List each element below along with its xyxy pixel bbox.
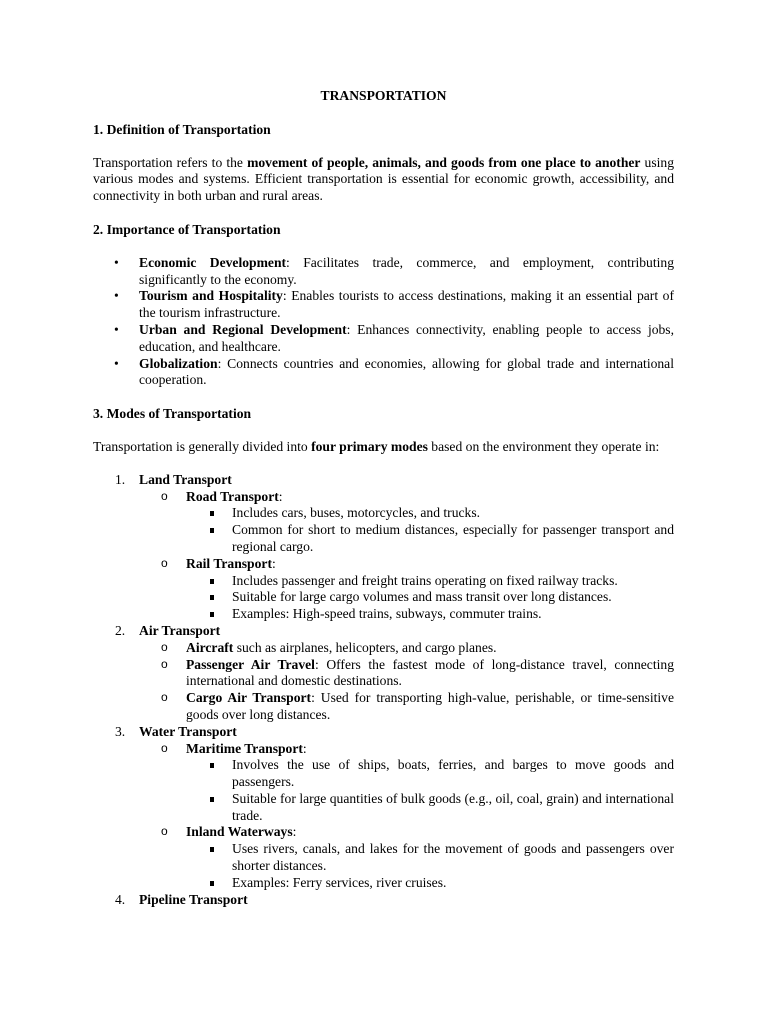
circle-bullet-icon: o [161, 690, 168, 705]
text-run: : Used for transporting high-value, perishable, or time-sensitive goods over long distances. [186, 690, 674, 722]
text-run: such as airplanes, helicopters, and cargo planes. [233, 639, 497, 655]
text-run: : Enhances connectivity, enabling people to access jobs, education, and healthcare. [139, 321, 674, 354]
sub-list [139, 741, 674, 892]
sub-item [139, 824, 674, 891]
detail-text: Includes cars, buses, motorcycles, and trucks. [232, 505, 481, 521]
sub-item [139, 657, 674, 691]
detail-item [186, 757, 674, 791]
detail-item [186, 589, 674, 606]
section-heading-modes: 3. Modes of Transportation [93, 406, 252, 422]
list-item [93, 322, 674, 356]
modes-list [93, 472, 674, 909]
mode-item-pipeline [93, 892, 674, 909]
mode-label: Air Transport [139, 622, 221, 638]
detail-item [186, 875, 674, 892]
bold-run: Globalization [139, 355, 218, 371]
mode-item-land [93, 472, 674, 623]
list-item [93, 356, 674, 390]
bold-run: Cargo Air Transport [186, 690, 312, 706]
text-run: : Connects countries and economies, allowing for global trade and international cooperation. [139, 355, 674, 388]
detail-item [186, 505, 674, 522]
text-run: Transportation is generally divided into [93, 438, 312, 454]
detail-text: Suitable for large quantities of bulk goods (e.g., oil, coal, grain) and international trade. [232, 790, 674, 823]
bold-run: four primary modes [311, 438, 428, 454]
circle-bullet-icon: o [161, 824, 168, 839]
sub-item [139, 640, 674, 657]
mode-item-water [93, 724, 674, 892]
sub-list [139, 640, 674, 724]
text-run: based on the environment they operate in: [427, 438, 660, 454]
section-heading-importance: 2. Importance of Transportation [93, 221, 281, 237]
text-run: using various modes and systems. Efficient transportation is essential for economic growth, accessibility, and connectivity in both urban and rural areas. [93, 154, 675, 204]
square-bullet-icon [210, 528, 214, 533]
square-bullet-icon [210, 881, 214, 886]
detail-text: Uses rivers, canals, and lakes for the movement of goods and passengers over shorter distances. [232, 841, 674, 874]
bold-run: Urban and Regional Development [139, 321, 347, 337]
text-run: : [292, 824, 297, 840]
list-number: 4. [115, 891, 126, 907]
detail-text: Examples: High-speed trains, subways, commuter trains. [232, 606, 542, 622]
circle-bullet-icon: o [161, 639, 168, 654]
text-run: : [271, 555, 276, 571]
square-bullet-icon [210, 763, 214, 768]
definition-paragraph [93, 155, 674, 205]
mode-item-air [93, 623, 674, 724]
circle-bullet-icon: o [161, 555, 168, 570]
text-run: : [302, 740, 307, 756]
sub-item [139, 690, 674, 724]
list-number: 1. [115, 471, 126, 487]
sub-item [139, 489, 674, 556]
text-run: : Enables tourists to access destinations, making it an essential part of the tourism infrastructure. [139, 288, 674, 321]
detail-list [186, 841, 674, 891]
square-bullet-icon [210, 595, 214, 600]
detail-text: Involves the use of ships, boats, ferries, and barges to move goods and passengers. [232, 757, 674, 790]
circle-bullet-icon: o [161, 656, 168, 671]
detail-item [186, 522, 674, 556]
sub-list [139, 489, 674, 623]
detail-list [186, 757, 674, 824]
section-heading-definition: 1. Definition of Transportation [93, 121, 271, 137]
text-run: : Facilitates trade, commerce, and employment, contributing significantly to the economy. [139, 254, 675, 287]
bold-run: Rail Transport [186, 555, 272, 571]
document-title: TRANSPORTATION [320, 88, 447, 103]
mode-label: Water Transport [139, 723, 237, 739]
bold-run: Road Transport [186, 488, 279, 504]
detail-text: Includes passenger and freight trains operating on fixed railway tracks. [232, 572, 618, 588]
modes-intro-paragraph [93, 439, 674, 456]
detail-item [186, 606, 674, 623]
text-run: : [278, 488, 283, 504]
text-run: : Offers the fastest mode of long-distance travel, connecting international and domestic destinations. [186, 656, 674, 689]
mode-label: Land Transport [139, 471, 232, 487]
mode-label: Pipeline Transport [139, 891, 248, 907]
detail-item [186, 841, 674, 875]
bold-run: movement of people, animals, and goods from one place to another [247, 154, 641, 170]
list-item [93, 255, 674, 289]
list-number: 2. [115, 622, 126, 638]
sub-item [139, 556, 674, 623]
circle-bullet-icon: o [161, 488, 168, 503]
document-body [93, 88, 674, 908]
circle-bullet-icon: o [161, 740, 168, 755]
text-run: Transportation refers to the [93, 154, 248, 170]
detail-list [186, 505, 674, 555]
square-bullet-icon [210, 847, 214, 852]
bold-run: Tourism and Hospitality [139, 288, 283, 304]
bold-run: Economic Development [139, 254, 287, 270]
bold-run: Maritime Transport [186, 740, 303, 756]
bold-run: Aircraft [186, 639, 234, 655]
square-bullet-icon [210, 612, 214, 617]
bold-run: Passenger Air Travel [186, 656, 315, 672]
sub-item [139, 741, 674, 825]
detail-text: Suitable for large cargo volumes and mass transit over long distances. [232, 589, 612, 605]
list-item [93, 288, 674, 322]
square-bullet-icon [210, 797, 214, 802]
bold-run: Inland Waterways [186, 824, 293, 840]
detail-item [186, 791, 674, 825]
square-bullet-icon [210, 579, 214, 584]
detail-item [186, 573, 674, 590]
detail-text: Common for short to medium distances, especially for passenger transport and regional cargo. [232, 522, 674, 554]
square-bullet-icon [210, 511, 214, 516]
importance-list [93, 255, 674, 389]
detail-text: Examples: Ferry services, river cruises. [232, 874, 447, 890]
detail-list [186, 573, 674, 623]
list-number: 3. [115, 723, 126, 739]
